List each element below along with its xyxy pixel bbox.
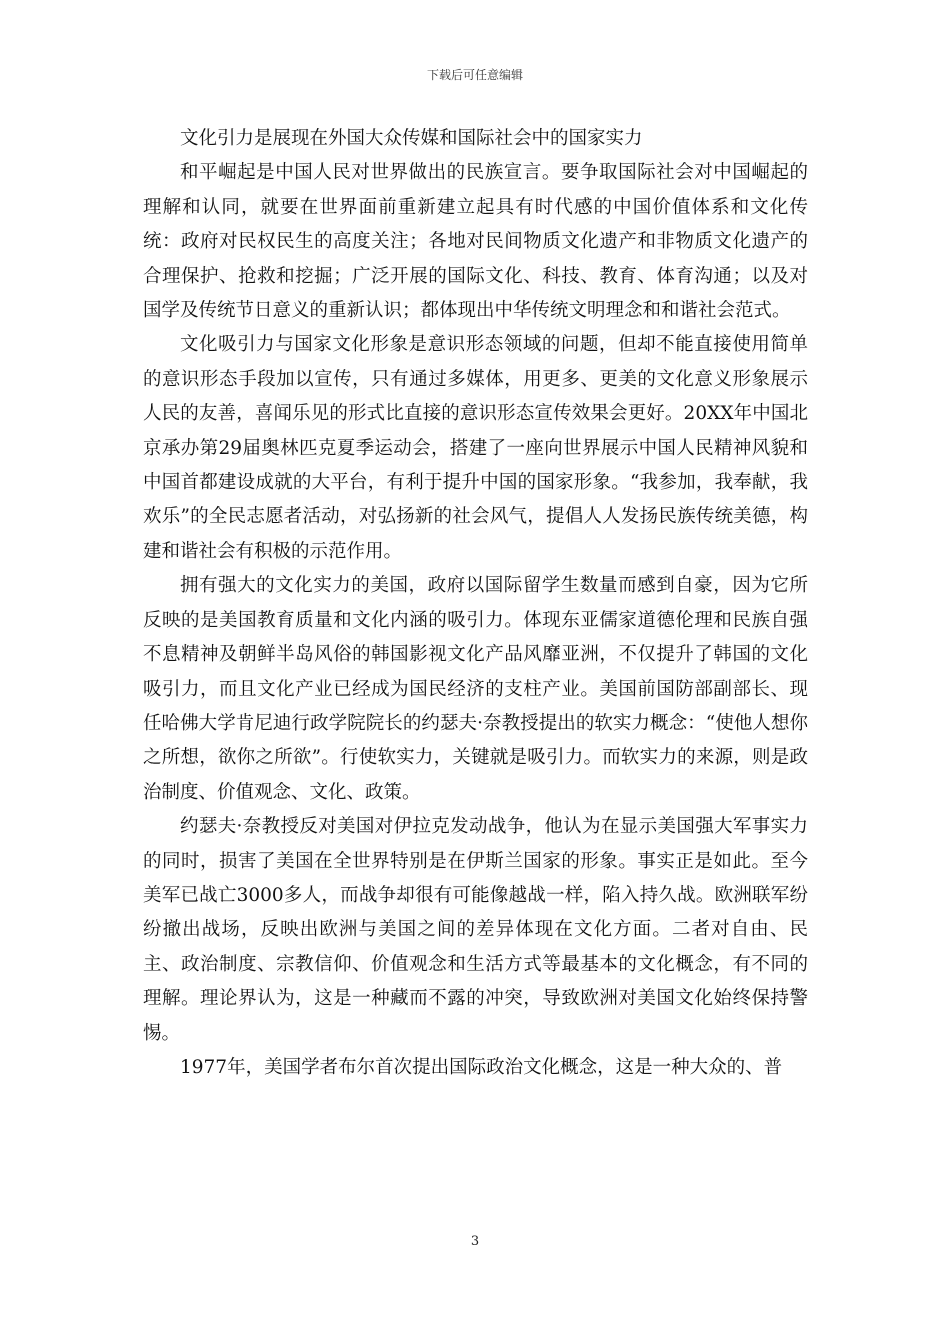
paragraph: 1977年，美国学者布尔首次提出国际政治文化概念，这是一种大众的、普 <box>180 1056 783 1078</box>
page-number: 3 <box>470 1234 480 1249</box>
paragraph: 拥有强大的文化实力的美国，政府以国际留学生数量而感到自豪，因为它所反映的是美国教育质量和文化内涵的吸引力。体现东亚儒家道德伦理和民族自强不息精神及朝鲜半岛风俗的韩国影视文化产品风靡亚洲，不仅提升了韩国的文化吸引力，而且文化产业已经成为国民经济的支柱产业。美国前国防部副部长、现任哈佛大学肯尼迪行政学院院长的约瑟夫·奈教授提出的软实力概念：“使他人想你之所想，欲你之所欲”。行使软实力，关键就是吸引力。而软实力的来源，则是政治制度、价值观念、文化、政策。 <box>143 575 808 803</box>
paragraph-section-title: 文化引力是展现在外国大众传媒和国际社会中的国家实力 <box>180 128 643 149</box>
document-body <box>143 122 808 1085</box>
paragraph: 约瑟夫·奈教授反对美国对伊拉克发动战争，他认为在显示美国强大军事实力的同时，损害了美国在全世界特别是在伊斯兰国家的形象。事实正是如此。至今美军已战亡3000多人，而战争却很有可能像越战一样，陷入持久战。欧洲联军纷纷撤出战场，反映出欧洲与美国之间的差异体现在文化方面。二者对自由、民主、政治制度、宗教信仰、价值观念和生活方式等最基本的文化概念，有不同的理解。理论界认为，这是一种藏而不露的冲突，导致欧洲对美国文化始终保持警惕。 <box>143 816 808 1044</box>
paragraph: 和平崛起是中国人民对世界做出的民族宣言。要争取国际社会对中国崛起的理解和认同，就要在世界面前重新建立起具有时代感的中国价值体系和文化传统：政府对民权民生的高度关注；各地对民间物质文化遗产和非物质文化遗产的合理保护、抢救和挖掘；广泛开展的国际文化、科技、教育、体育沟通；以及对国学及传统节日意义的重新认识；都体现出中华传统文明理念和和谐社会范式。 <box>143 162 808 322</box>
page-header-note: 下载后可任意编辑 <box>426 68 523 82</box>
paragraph: 文化吸引力与国家文化形象是意识形态领域的问题，但却不能直接使用简单的意识形态手段加以宣传，只有通过多媒体，用更多、更美的文化意义形象展示人民的友善，喜闻乐见的形式比直接的意识形态宣传效果会更好。20XX年中国北京承办第29届奥林匹克夏季运动会，搭建了一座向世界展示中国人民精神风貌和中国首都建设成就的大平台，有利于提升中国的国家形象。“我参加，我奉献，我欢乐”的全民志愿者活动，对弘扬新的社会风气，提倡人人发扬民族传统美德，构建和谐社会有积极的示范作用。 <box>143 334 808 562</box>
